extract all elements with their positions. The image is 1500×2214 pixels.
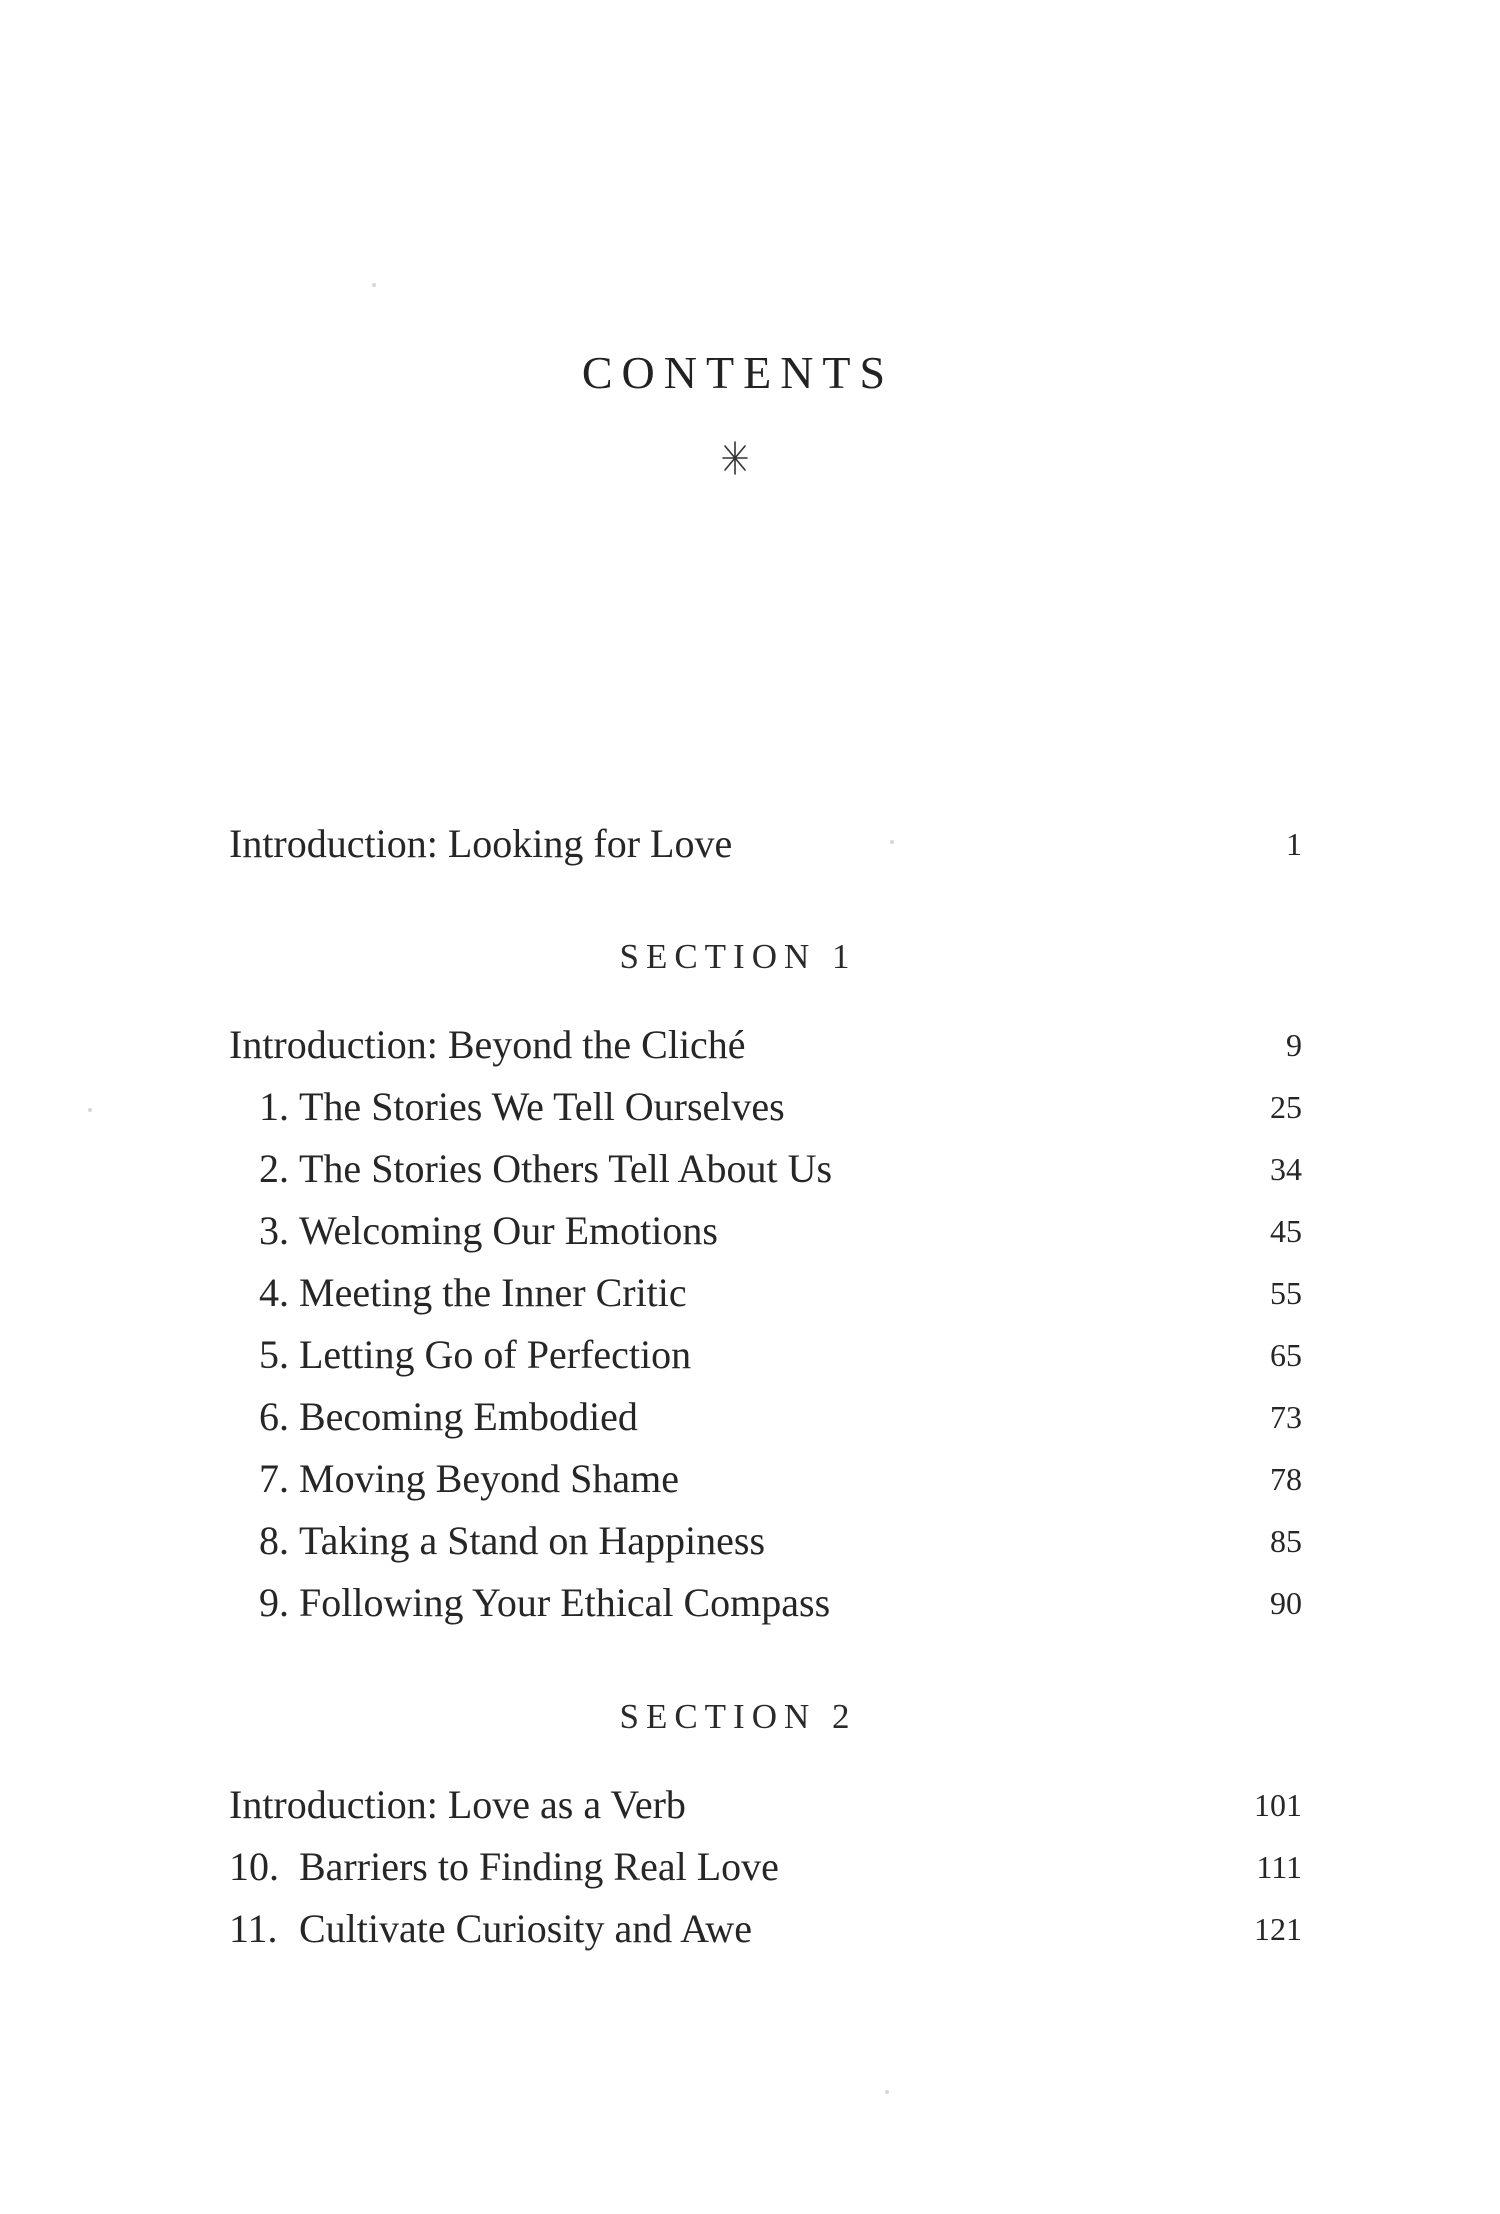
paper-speck <box>885 2090 889 2094</box>
toc-entry-label: Introduction: Looking for Love <box>229 821 733 866</box>
chapter-number: 3. <box>259 1208 289 1253</box>
toc-page-number: 55 <box>1270 1275 1302 1311</box>
toc-entry-label: Barriers to Finding Real Love <box>299 1844 779 1889</box>
chapter-number: 10. <box>229 1844 279 1889</box>
toc-page-number: 45 <box>1270 1213 1302 1249</box>
toc-entry-label: Following Your Ethical Compass <box>299 1580 831 1625</box>
page-title: CONTENTS <box>581 347 895 398</box>
toc-page-number: 25 <box>1270 1089 1302 1125</box>
toc-entry[interactable] <box>229 1325 1302 1385</box>
toc-entry[interactable] <box>229 1449 1302 1509</box>
section-heading: SECTION 1 <box>619 937 857 976</box>
chapter-number: 2. <box>259 1146 289 1191</box>
toc-entry-label: Letting Go of Perfection <box>299 1332 692 1377</box>
paper-speck <box>372 283 376 287</box>
toc-page-number: 121 <box>1254 1911 1302 1947</box>
toc-page-number: 85 <box>1270 1523 1302 1559</box>
toc-entry-label: Welcoming Our Emotions <box>299 1208 718 1253</box>
toc-entry-label: Taking a Stand on Happiness <box>299 1518 766 1563</box>
toc-entry[interactable] <box>229 1015 1302 1075</box>
toc-entry-label: Becoming Embodied <box>299 1394 638 1439</box>
chapter-number: 1. <box>259 1084 289 1129</box>
toc-page-number: 73 <box>1270 1399 1302 1435</box>
toc-entry[interactable] <box>229 1899 1302 1959</box>
toc-entry-label: The Stories We Tell Ourselves <box>299 1084 785 1129</box>
toc-entry[interactable] <box>229 1201 1302 1261</box>
section-heading: SECTION 2 <box>619 1697 857 1736</box>
chapter-number: 5. <box>259 1332 289 1377</box>
toc-entry-label: Moving Beyond Shame <box>299 1456 679 1501</box>
chapter-number: 11. <box>229 1906 278 1951</box>
toc-entry[interactable] <box>229 1775 1302 1835</box>
asterism-ornament-icon <box>720 440 750 476</box>
toc-entry[interactable] <box>229 1573 1302 1633</box>
toc-page-number: 78 <box>1270 1461 1302 1497</box>
toc-page-number: 101 <box>1254 1787 1302 1823</box>
paper-speck <box>88 1108 92 1112</box>
toc-entry[interactable] <box>229 1139 1302 1199</box>
toc-entry-label: Meeting the Inner Critic <box>299 1270 687 1315</box>
toc-page-number: 1 <box>1286 826 1302 862</box>
toc-entry[interactable] <box>229 814 1302 874</box>
toc-page-number: 34 <box>1270 1151 1302 1187</box>
toc-page-number: 111 <box>1256 1849 1302 1885</box>
toc-entry[interactable] <box>229 1511 1302 1571</box>
chapter-number: 6. <box>259 1394 289 1439</box>
toc-entry-label: The Stories Others Tell About Us <box>299 1146 833 1191</box>
chapter-number: 7. <box>259 1456 289 1501</box>
chapter-number: 4. <box>259 1270 289 1315</box>
toc-entry[interactable] <box>229 1837 1302 1897</box>
chapter-number: 9. <box>259 1580 289 1625</box>
toc-entry[interactable] <box>229 1387 1302 1447</box>
toc-page-number: 90 <box>1270 1585 1302 1621</box>
toc-page-number: 9 <box>1286 1027 1302 1063</box>
toc-entry-label: Introduction: Love as a Verb <box>229 1782 686 1827</box>
chapter-number: 8. <box>259 1518 289 1563</box>
toc-entry-label: Cultivate Curiosity and Awe <box>299 1906 752 1951</box>
toc-entry[interactable] <box>229 1263 1302 1323</box>
toc-entry[interactable] <box>229 1077 1302 1137</box>
toc-page-number: 65 <box>1270 1337 1302 1373</box>
toc-entry-label: Introduction: Beyond the Cliché <box>229 1022 746 1067</box>
